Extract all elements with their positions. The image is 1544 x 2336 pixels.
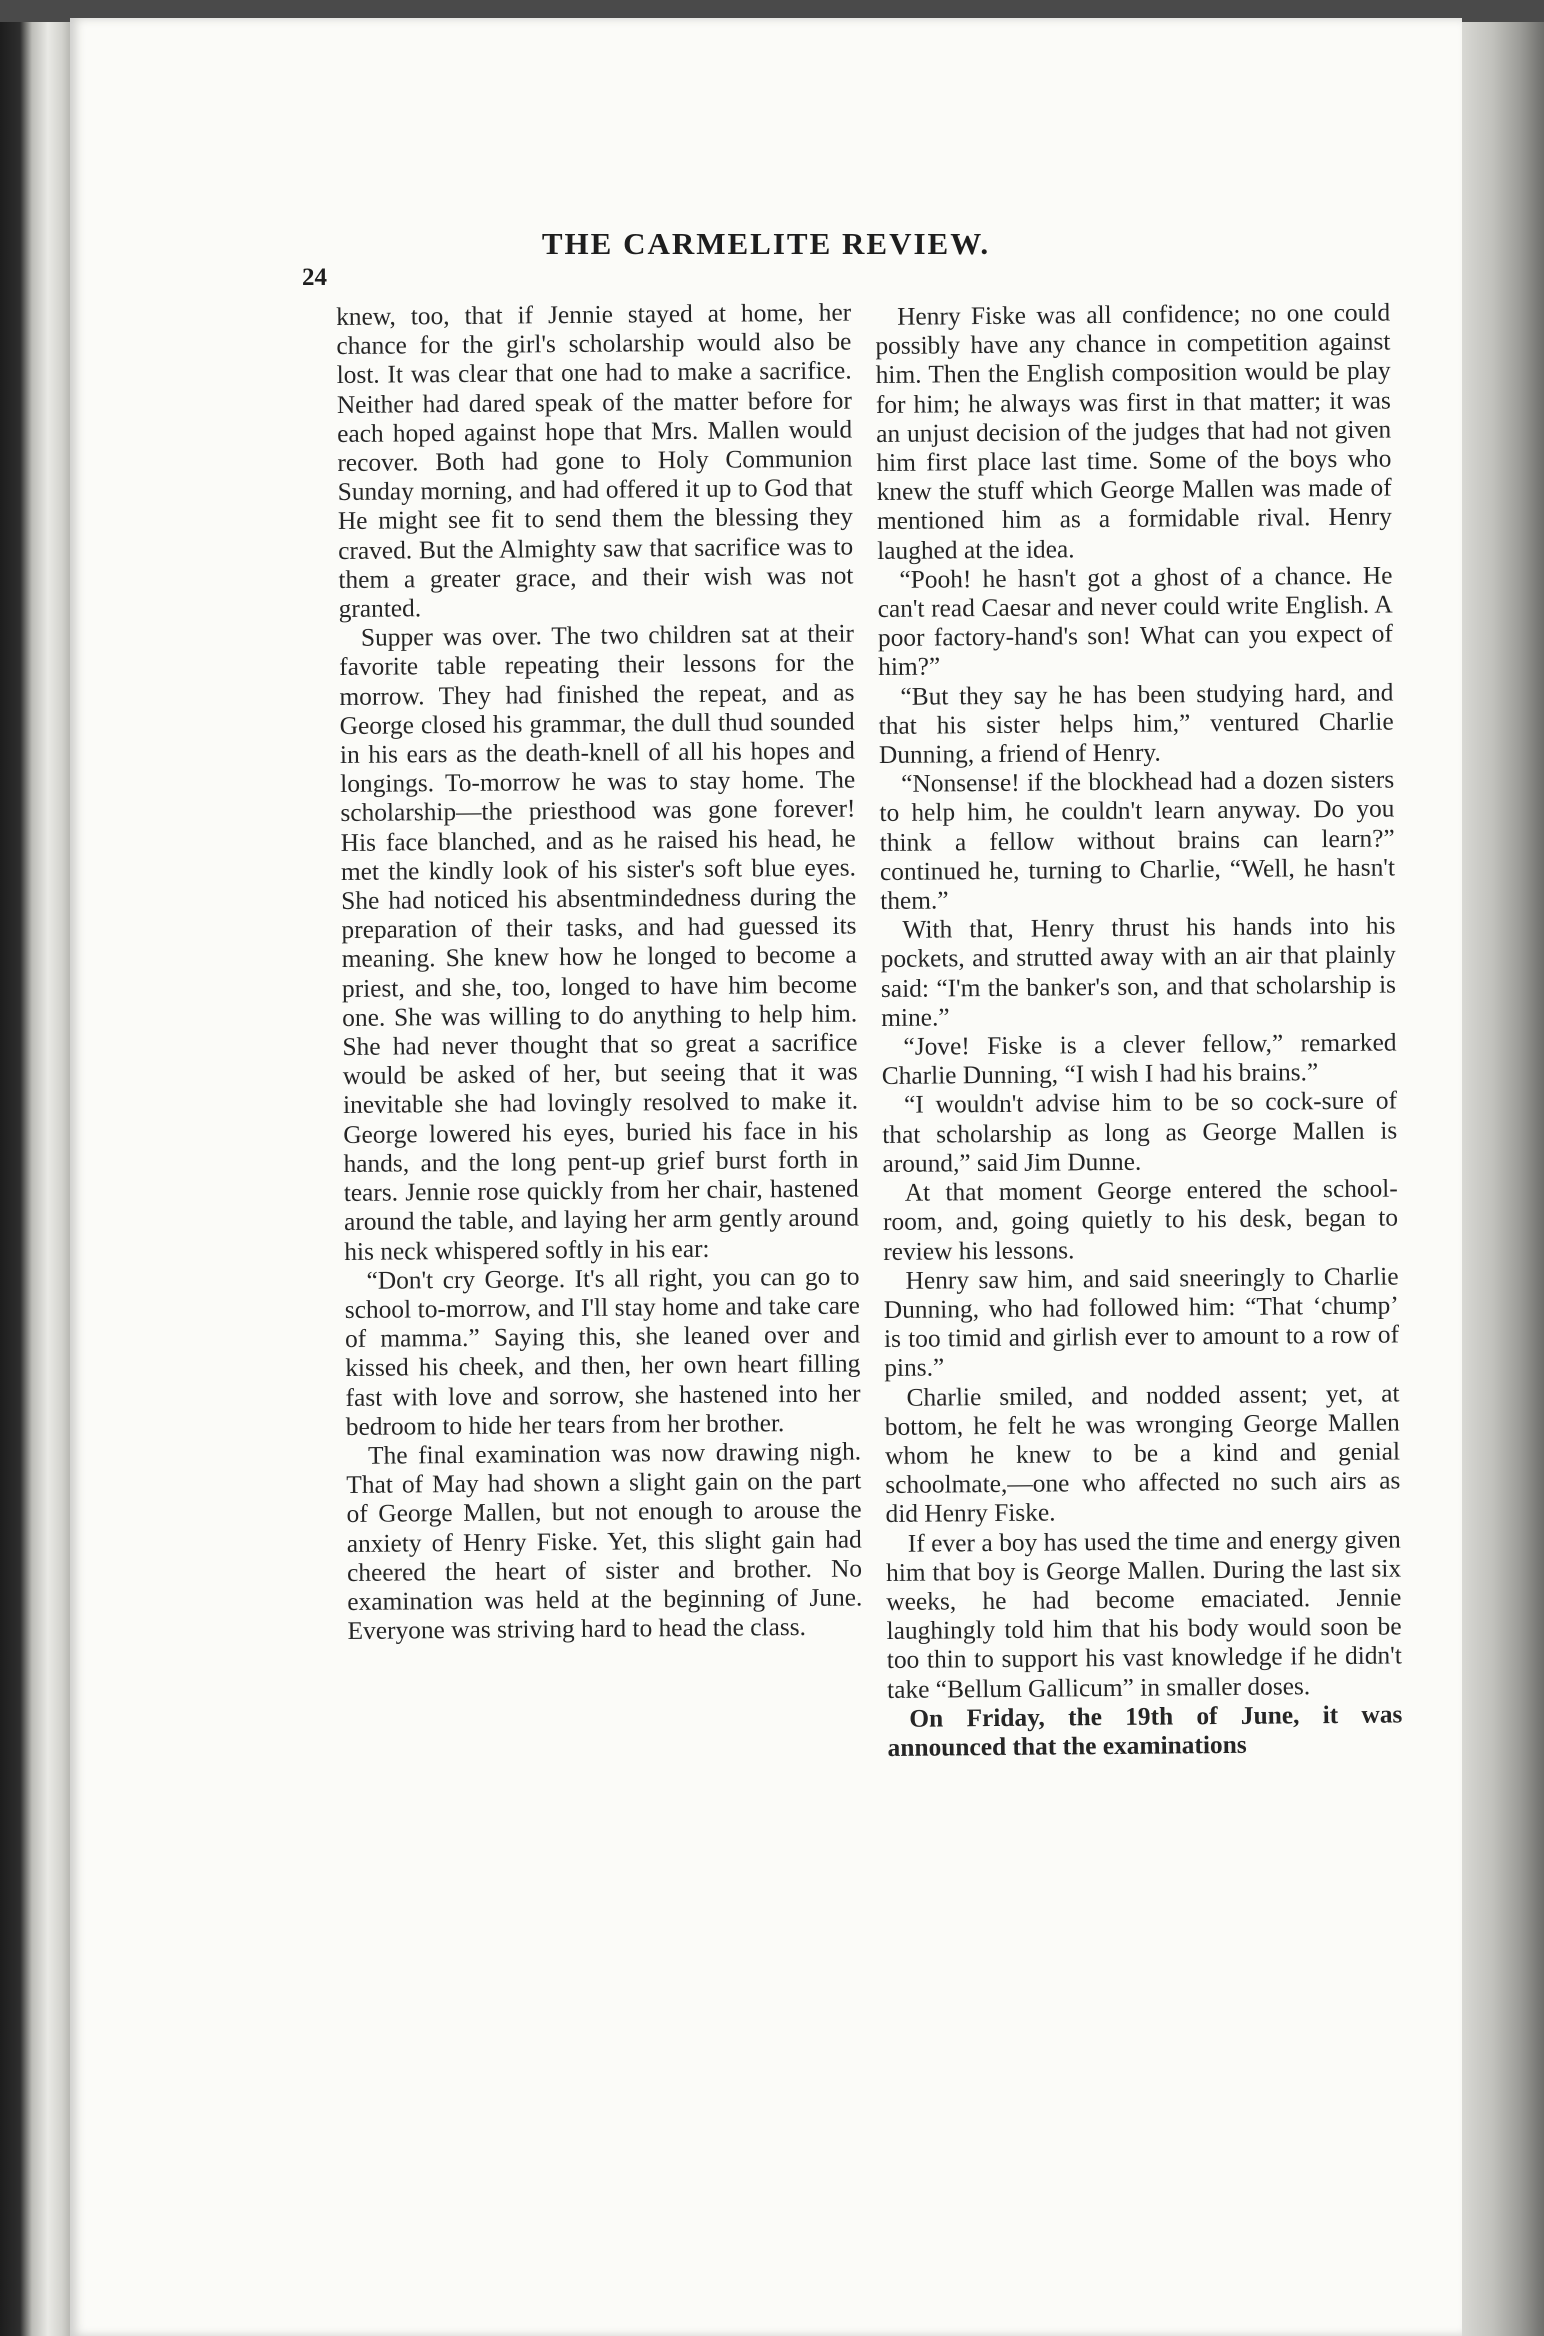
left-column — [336, 299, 863, 1647]
left-paragraph-2: Supper was over. The two children sat at their favorite table repeating their lessons for the morrow. They had finished the repeat, and as George closed his grammar, the dull thud sounded in his ears as the death-knell of all his hopes and longings. To-morrow he was to stay home. The scholarship—the priesthood was gone forever! His face blanched, and as he raised his head, he met the kindly look of his sister's soft blue eyes. She had noticed his absentmindedness during the preparation of their tasks, and had guessed its meaning. She knew how he longed to become a priest, and she, too, longed to have him become one. She was willing to do anything to help him. She had never thought that so great a sacrifice would be asked of her, but seeing that it was inevitable she had lovingly resolved to make it. George lowered his eyes, buried his face in his hands, and the long pent-up grief burst forth in tears. Jennie rose quickly from her chair, hastened around the table, and laying her arm gently around his neck whispered softly in his ear: — [339, 619, 860, 1266]
right-paragraph-3: “But they say he has been studying hard, and that his sister helps him,” ventured Charlie Dunning, a friend of Henry. — [878, 678, 1394, 770]
left-paragraph-3: “Don't cry George. It's all right, you can go to school to-morrow, and I'll stay home and take care of mamma.” Saying this, she leaned over and kissed his cheek, and then, her own heart filling fast with love and sorrow, she hastened into her bedroom to hide her tears from her brother. — [344, 1262, 861, 1441]
right-paragraph-9: Henry saw him, and said sneeringly to Charlie Dunning, who had followed him: “That ‘chump’ is too timid and girlish ever to amount to a row of pins.” — [883, 1262, 1400, 1383]
right-paragraph-5: With that, Henry thrust his hands into his pockets, and strutted away with an air that plainly said: “I'm the banker's son, and that scholarship is mine.” — [880, 911, 1397, 1032]
running-title: THE CARMELITE REVIEW. — [541, 226, 991, 261]
page-right-edge — [1462, 22, 1544, 2336]
right-paragraph-6: “Jove! Fiske is a clever fellow,” remarked Charlie Dunning, “I wish I had his brains.” — [881, 1028, 1397, 1091]
right-paragraph-2: “Pooh! he hasn't got a ghost of a chance. He can't read Caesar and never could write English. A poor factory-hand's son! What can you expect of him?” — [877, 561, 1394, 682]
book-spine-edge — [0, 22, 70, 2336]
right-paragraph-7: “I wouldn't advise him to be so cock-sure of that scholarship as long as George Mallen is around,” said Jim Dunne. — [882, 1086, 1398, 1178]
left-paragraph-1: knew, too, that if Jennie stayed at home, her chance for the girl's scholarship would also be lost. It was clear that one had to make a sacrifice. Neither had dared speak of the matter before for each hoped against hope that Mrs. Mallen would recover. Both had gone to Holy Communion Sunday morning, and had offered it up to God that He might see fit to send them the blessing they craved. But the Almighty saw that sacrifice was to them a greater grace, and their wish was not granted. — [336, 298, 854, 624]
right-paragraph-12: On Friday, the 19th of June, it was announced that the examinations — [887, 1700, 1403, 1762]
right-paragraph-11: If ever a boy has used the time and energy given him that boy is George Mallen. During the last six weeks, he had become emaciated. Jennie laughingly told him that his body would soon be too thin to support his vast knowledge if he didn't take “Bellum Gallicum” in smaller doses. — [885, 1524, 1402, 1704]
right-paragraph-10: Charlie smiled, and nodded assent; yet, at bottom, he felt he was wronging George Mallen whom he knew to be a kind and genial schoolmate,—one who affected no such airs as did Henry Fiske. — [884, 1378, 1401, 1529]
right-paragraph-4: “Nonsense! if the blockhead had a dozen sisters to help him, he couldn't learn anyway. Do you think a fellow without brains can learn?” continued he, turning to Charlie, “Well, he hasn't them.” — [879, 765, 1396, 916]
right-paragraph-1: Henry Fiske was all confidence; no one could possibly have any chance in competition against him. Then the English composition would be play for him; he always was first in that matter; it was an unjust decision of the judges that had not given him first place last time. Some of the boys who knew the stuff which George Mallen was made of mentioned him as a formidable rival. Henry laughed at the idea. — [875, 298, 1393, 565]
page-number: 24 — [302, 264, 327, 291]
left-paragraph-4: The final examination was now drawing nigh. That of May had shown a slight gain on the part of George Mallen, but not enough to arouse the anxiety of Henry Fiske. Yet, this slight gain had cheered the heart of sister and brother. No examination was held at the beginning of June. Everyone was striving hard to head the class. — [346, 1437, 863, 1646]
right-paragraph-8: At that moment George entered the school-room, and, going quietly to his desk, began to review his lessons. — [882, 1174, 1399, 1266]
right-column — [875, 299, 1403, 1764]
book-page — [70, 18, 1462, 2336]
